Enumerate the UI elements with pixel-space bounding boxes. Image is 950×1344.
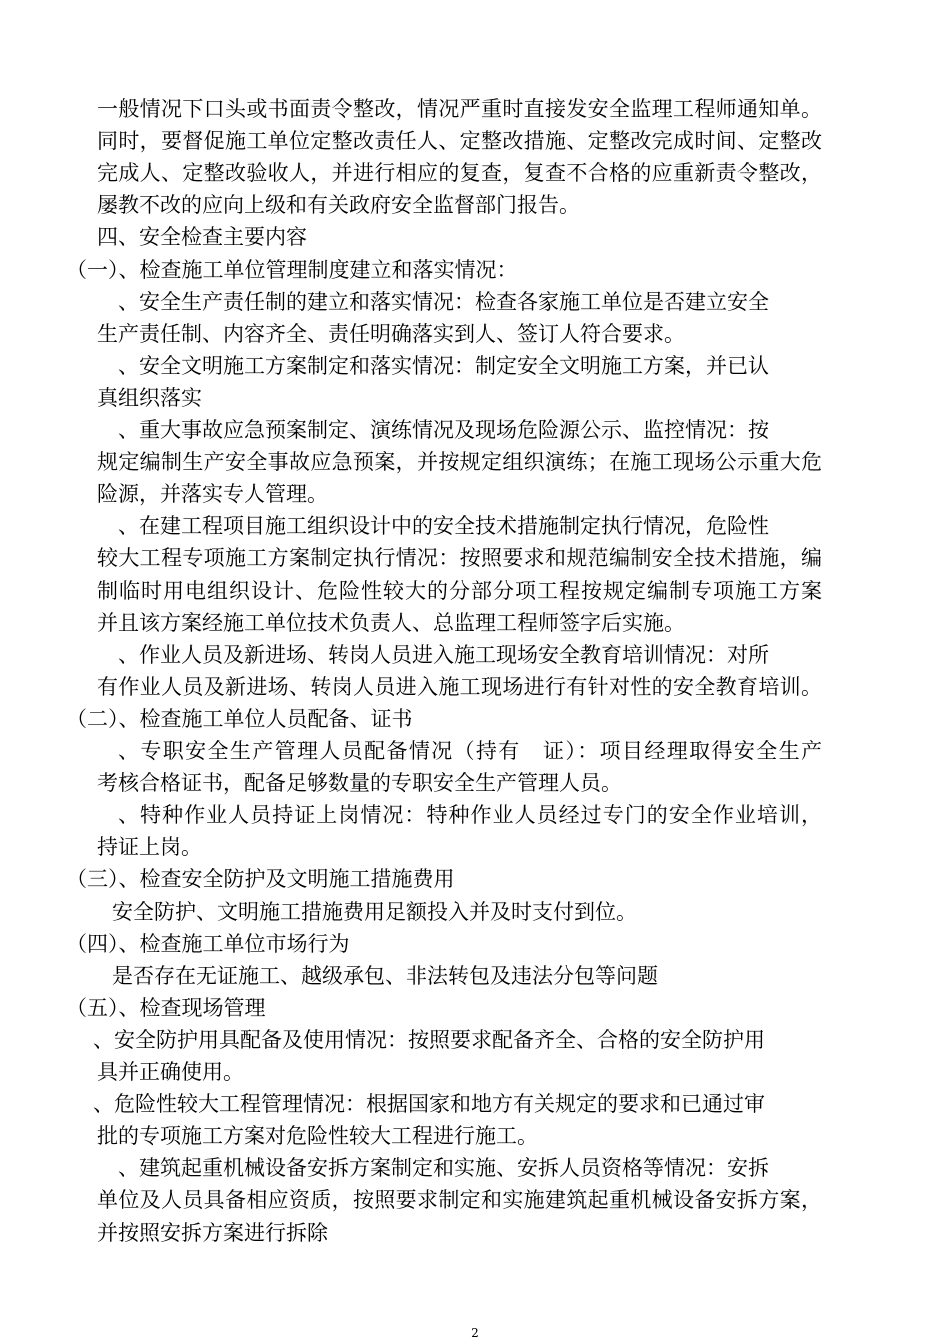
text-line bbox=[0, 414, 950, 446]
text-line bbox=[0, 157, 950, 189]
text-line-content: 真组织落实 bbox=[97, 385, 202, 410]
text-line bbox=[0, 382, 950, 414]
text-line bbox=[0, 478, 950, 510]
text-line bbox=[0, 542, 950, 574]
text-line-content: 较大工程专项施工方案制定执行情况：按照要求和规范编制安全技术措施，编 bbox=[97, 546, 823, 571]
text-line-content: 、建筑起重机械设备安拆方案制定和实施、安拆人员资格等情况：安拆 bbox=[118, 1156, 769, 1181]
text-line-content: （一）、检查施工单位管理制度建立和落实情况： bbox=[66, 257, 518, 282]
text-line-content: 安全防护、文明施工措施费用足额投入并及时支付到位。 bbox=[112, 899, 637, 924]
text-line-content: 批的专项施工方案对危险性较大工程进行施工。 bbox=[97, 1124, 538, 1149]
text-line-content: 有作业人员及新进场、转岗人员进入施工现场进行有针对性的安全教育培训。 bbox=[97, 674, 823, 699]
text-line bbox=[0, 863, 950, 895]
page-number: 2 bbox=[471, 1326, 479, 1340]
text-line-content: 并且该方案经施工单位技术负责人、总监理工程师签字后实施。 bbox=[97, 610, 685, 635]
text-line bbox=[0, 703, 950, 735]
text-line-content: 同时，要督促施工单位定整改责任人、定整改措施、定整改完成时间、定整改 bbox=[97, 129, 823, 154]
text-line-content: 、特种作业人员持证上岗情况：特种作业人员经过专门的安全作业培训， bbox=[118, 803, 824, 828]
text-line-content: （二）、检查施工单位人员配备、证书 bbox=[66, 706, 413, 731]
text-line-content: 、重大事故应急预案制定、演练情况及现场危险源公示、监控情况：按 bbox=[118, 418, 769, 442]
text-line bbox=[0, 896, 950, 928]
text-line-content: 并按照安拆方案进行拆除 bbox=[97, 1220, 328, 1245]
text-line bbox=[0, 221, 950, 253]
text-line-content: 、安全文明施工方案制定和落实情况：制定安全文明施工方案，并已认 bbox=[118, 353, 769, 378]
text-line-content: 一般情况下口头或书面责令整改，情况严重时直接发安全监理工程师通知单。 bbox=[97, 97, 823, 121]
text-line bbox=[0, 286, 950, 318]
text-line-content: 险源，并落实专人管理。 bbox=[97, 482, 328, 507]
text-line bbox=[0, 1056, 950, 1088]
text-line-content: 具并正确使用。 bbox=[97, 1060, 244, 1084]
text-line bbox=[0, 189, 950, 221]
text-line-content: 、在建工程项目施工组织设计中的安全技术措施制定执行情况，危险性 bbox=[118, 514, 769, 539]
text-line bbox=[0, 831, 950, 863]
text-line-content: 、安全防护用具配备及使用情况：按照要求配备齐全、合格的安全防护用 bbox=[93, 1027, 765, 1052]
text-line bbox=[0, 254, 950, 286]
text-line-content: 制临时用电组织设计、危险性较大的分部分项工程按规定编制专项施工方案 bbox=[97, 578, 823, 603]
text-line bbox=[0, 928, 950, 960]
text-line bbox=[0, 607, 950, 639]
text-line bbox=[0, 1088, 950, 1120]
text-line bbox=[0, 318, 950, 350]
text-line-content: 、安全生产责任制的建立和落实情况：检查各家施工单位是否建立安全 bbox=[118, 289, 769, 314]
text-line-content: 四、安全检查主要内容 bbox=[97, 225, 307, 250]
text-line bbox=[0, 1184, 950, 1216]
text-line-content: 完成人、定整改验收人，并进行相应的复查，复查不合格的应重新责令整改， bbox=[97, 161, 823, 186]
text-line-content: 持证上岗。 bbox=[97, 835, 202, 860]
text-line bbox=[0, 767, 950, 799]
text-line bbox=[0, 1120, 950, 1152]
text-line bbox=[0, 350, 950, 382]
text-line bbox=[0, 125, 950, 157]
text-line-content: 生产责任制、内容齐全、责任明确落实到人、签订人符合要求。 bbox=[97, 321, 685, 346]
text-line bbox=[0, 575, 950, 607]
text-line bbox=[0, 735, 950, 767]
text-line-content: 规定编制生产安全事故应急预案，并按规定组织演练；在施工现场公示重大危 bbox=[97, 450, 823, 475]
text-line bbox=[0, 1217, 950, 1249]
text-line-content: （五）、检查现场管理 bbox=[66, 995, 266, 1020]
text-line-content: 单位及人员具备相应资质，按照要求制定和实施建筑起重机械设备安拆方案， bbox=[97, 1188, 823, 1213]
text-line-content: 是否存在无证施工、越级承包、非法转包及违法分包等问题 bbox=[112, 963, 658, 988]
text-line bbox=[0, 510, 950, 542]
text-line-content: （三）、检查安全防护及文明施工措施费用 bbox=[66, 867, 455, 892]
text-line bbox=[0, 799, 950, 831]
text-line-content: 屡教不改的应向上级和有关政府安全监督部门报告。 bbox=[97, 193, 580, 218]
text-line-content: 、专职安全生产管理人员配备情况（持有 证）：项目经理取得安全生产 bbox=[118, 739, 824, 763]
text-line-content: 、作业人员及新进场、转岗人员进入施工现场安全教育培训情况：对所 bbox=[118, 642, 769, 667]
text-line bbox=[0, 1024, 950, 1056]
text-line bbox=[0, 992, 950, 1024]
text-line bbox=[0, 446, 950, 478]
text-line bbox=[0, 639, 950, 671]
text-line-content: （四）、检查施工单位市场行为 bbox=[66, 931, 350, 956]
text-line bbox=[0, 960, 950, 992]
text-line-content: 、危险性较大工程管理情况：根据国家和地方有关规定的要求和已通过审 bbox=[93, 1092, 765, 1117]
text-line bbox=[0, 1152, 950, 1184]
text-line bbox=[0, 93, 950, 125]
text-line-content: 考核合格证书，配备足够数量的专职安全生产管理人员。 bbox=[97, 771, 622, 796]
text-line bbox=[0, 671, 950, 703]
